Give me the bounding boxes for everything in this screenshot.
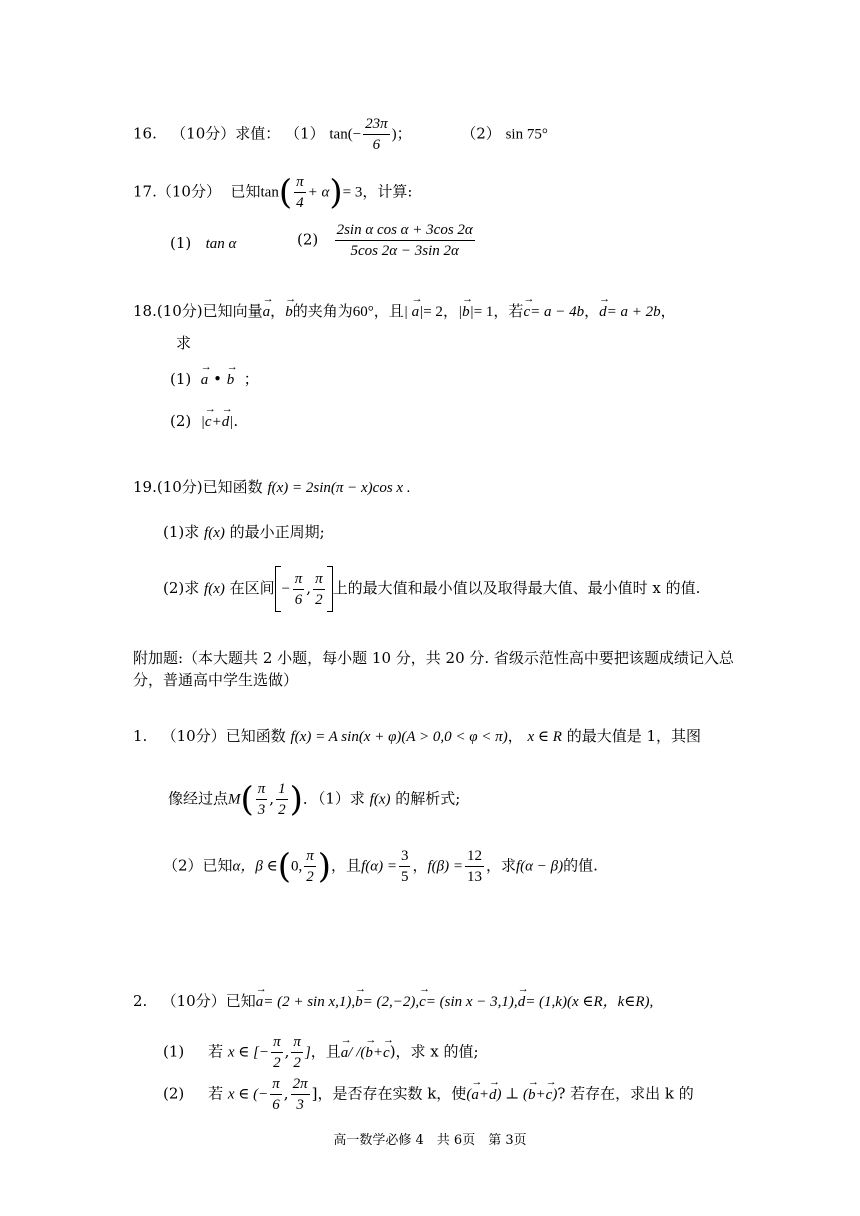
q19-part-1: (1)求 f(x) 的最小正周期; [163,523,325,541]
question-18: 18.(10分)已知向量→ a，→ b的夹角为60°，且| → a|= 2，|→ b|= 1，若→ c= a − 4b，→ d= a + 2b， [133,300,676,323]
q19-part-2: (2)求 f(x) 在区间 − $\frac{\pi}{6}$ , $\frac{\pi}{2}$ 上的最大值和最小值以及取得最大值、最小值时 x 的值. [163,566,700,612]
extra-1-line-3: （2）已知α，β ∈(0, $\frac{\pi}{2}$ )，且f(α) = $\frac{3}{5}$ ，f(β) = $\frac{12}{13}$ ，求f(α − β)的值. [163,846,598,887]
q18-part-2: (2) |→ c+→ d|. [170,410,238,433]
extra-1-line-2: 像经过点M( $\frac{\pi}{3}$ , $\frac{1}{2}$ )．（1）求 f(x) 的解析式; [168,779,461,820]
q18-part-1: (1) → a • → b ； [170,368,259,391]
q16-fraction: $\frac{23\pi}{6}$ [365,116,388,153]
extra-2-part-1: (1) 若 x ∈ [− $\frac{\pi}{2}$ , $\frac{\pi}{2}$ ]，且→ a/ /(→ b+→ c)，求 x 的值; [163,1032,479,1073]
q18-ask: 求 [176,334,192,352]
q17-fraction: $\frac{\text{2sin α cos α + 3cos 2α}}{5\cos 2\alpha - 3\sin 2\alpha}$ [336,222,473,259]
q17-part-2: (2) $\frac{\text{2sin α cos α + 3cos 2α}}{5\cos 2\alpha - 3\sin 2\alpha}$ [297,222,473,259]
extra-2-part-2: (2) 若 x ∈ (− $\frac{\pi}{6}$ , $\frac{2\pi}{3}$ ]，是否存在实数 k，使(→ a+→ d) ⊥ (→ b+→ c)? 若存在，求出 k 的 [163,1074,694,1115]
q16-number: 16. [133,124,157,143]
q16-score: （10分）求值： [171,124,281,143]
question-17: 17.（10分） 已知tan( $\frac{\pi}{4}$ + α)= 3，计算: [133,172,413,213]
extra-question-1: 1. （10分）已知函数 f(x) = A sin(x + φ)(A > 0,0 < φ < π)， x ∈ R 的最大值是 1，其图 [133,727,702,745]
extra-header-line-2: 分，普通高中学生选做） [133,671,299,689]
extra-question-2: 2. （10分）已知→ a= (2 + sin x,1),→ b= (2,−2),→ c= (sin x − 3,1),→ d= (1,k)(x ∈R，k∈R), [133,990,653,1013]
page-footer: 高一数学必修 4 共 6页 第 3页 [333,1133,527,1148]
extra-header-line-1: 附加题:（本大题共 2 小题，每小题 10 分，共 20 分. 省级示范性高中要把该题成绩记入总 [133,649,734,667]
q17-part-1: (1) tan α [170,234,237,252]
question-16: 16. （10分）求值： （1） tan(− $\frac{23\pi}{6}$ )； （2） sin 75° [133,116,548,153]
question-19: 19.(10分)已知函数 f(x) = 2sin(π − x)cos x . [133,478,411,496]
